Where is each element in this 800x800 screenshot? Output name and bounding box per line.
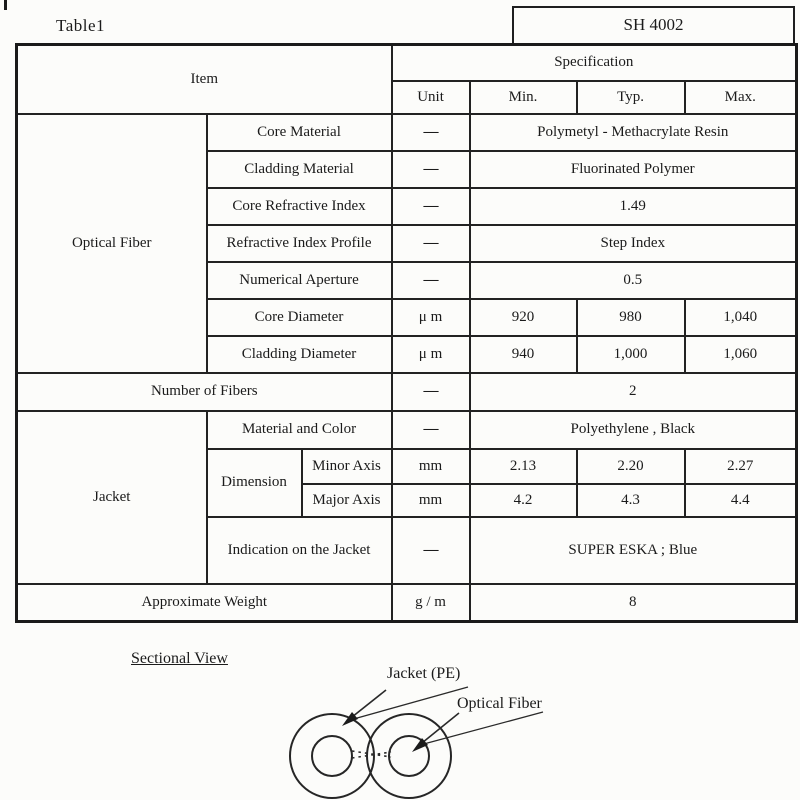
model-number: SH 4002 [623,15,684,34]
item-core-refractive-index: Core Refractive Index [207,188,392,225]
group-optical-fiber: Optical Fiber [17,114,207,373]
item-major-axis: Major Axis [302,484,392,517]
typ-core-diameter: 980 [577,299,685,336]
fiber-leader-long [420,712,543,745]
item-core-material: Core Material [207,114,392,151]
item-numerical-aperture: Numerical Aperture [207,262,392,299]
min-minor-axis: 2.13 [470,449,577,484]
unit-core-refractive-index: — [392,188,470,225]
header-min: Min. [470,81,577,114]
max-cladding-diameter: 1,060 [685,336,797,373]
item-approximate-weight: Approximate Weight [17,584,392,622]
min-core-diameter: 920 [470,299,577,336]
jacket-label: Jacket (PE) [387,665,461,682]
row-core-material [17,114,797,151]
item-refractive-index-profile: Refractive Index Profile [207,225,392,262]
table-caption: Table1 [56,16,106,35]
value-core-refractive-index: 1.49 [470,188,797,225]
value-indication: SUPER ESKA ; Blue [470,517,797,584]
max-core-diameter: 1,040 [685,299,797,336]
item-core-diameter: Core Diameter [207,299,392,336]
max-major-axis: 4.4 [685,484,797,517]
typ-cladding-diameter: 1,000 [577,336,685,373]
max-minor-axis: 2.27 [685,449,797,484]
unit-core-diameter: μ m [392,299,470,336]
value-cladding-material: Fluorinated Polymer [470,151,797,188]
model-number-box [512,6,795,43]
header-unit: Unit [392,81,470,114]
value-core-material: Polymetyl - Methacrylate Resin [470,114,797,151]
value-approximate-weight: 8 [470,584,797,622]
row-number-of-fibers [17,373,797,411]
optical-fiber-label: Optical Fiber [457,695,542,712]
item-cladding-diameter: Cladding Diameter [207,336,392,373]
header-max: Max. [685,81,797,114]
left-jacket-circle [290,714,374,798]
item-indication: Indication on the Jacket [207,517,392,584]
unit-minor-axis: mm [392,449,470,484]
scan-artifact-mark [4,0,7,10]
web-dotted-line [352,751,391,757]
unit-core-material: — [392,114,470,151]
header-row-1 [17,45,797,81]
min-major-axis: 4.2 [470,484,577,517]
value-number-of-fibers: 2 [470,373,797,411]
sectional-view-title: Sectional View [131,650,228,667]
group-jacket: Jacket [17,411,207,584]
value-numerical-aperture: 0.5 [470,262,797,299]
typ-major-axis: 4.3 [577,484,685,517]
item-cladding-material: Cladding Material [207,151,392,188]
unit-refractive-index-profile: — [392,225,470,262]
group-dimension: Dimension [207,449,302,517]
left-fiber-circle [312,736,352,776]
row-approximate-weight [17,584,797,622]
header-specification: Specification [392,45,797,81]
specification-table [15,43,798,623]
unit-cladding-diameter: μ m [392,336,470,373]
typ-minor-axis: 2.20 [577,449,685,484]
unit-major-axis: mm [392,484,470,517]
jacket-leader-long [350,687,468,720]
unit-numerical-aperture: — [392,262,470,299]
header-typ: Typ. [577,81,685,114]
unit-indication: — [392,517,470,584]
unit-number-of-fibers: — [392,373,470,411]
web-dotted-line-2 [352,752,391,758]
unit-cladding-material: — [392,151,470,188]
unit-approximate-weight: g / m [392,584,470,622]
min-cladding-diameter: 940 [470,336,577,373]
header-item: Item [17,45,392,114]
row-jacket-material [17,411,797,449]
value-refractive-index-profile: Step Index [470,225,797,262]
item-minor-axis: Minor Axis [302,449,392,484]
item-material-and-color: Material and Color [207,411,392,449]
value-material-and-color: Polyethylene , Black [470,411,797,449]
unit-material-and-color: — [392,411,470,449]
item-number-of-fibers: Number of Fibers [17,373,392,411]
